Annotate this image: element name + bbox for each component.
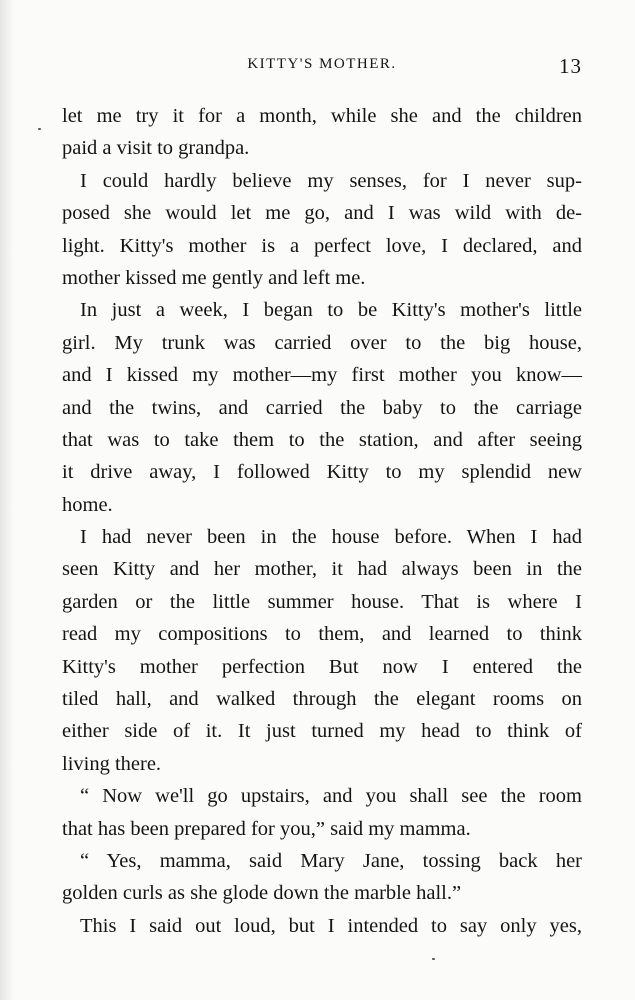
text-line: that has been prepared for you,” said my mamma. — [62, 817, 471, 840]
text-line: “ Now we'll go upstairs, and you shall see the room — [80, 785, 582, 808]
text-line: garden or the little summer house. That is where I — [62, 590, 582, 613]
text-line: paid a visit to grandpa. — [62, 137, 250, 160]
text-line: light. Kitty's mother is a perfect love, I declared, and — [62, 234, 582, 257]
text-line: read my compositions to them, and learned to think — [62, 623, 582, 646]
text-line: girl. My trunk was carried over to the big house, — [62, 331, 582, 354]
text-line: mother kissed me gently and left me. — [62, 266, 366, 289]
text-line: that was to take them to the station, and after seeing — [62, 428, 582, 451]
page-gutter-shadow — [0, 0, 14, 1000]
text-line: let me try it for a month, while she and the children — [62, 105, 582, 127]
page-number: 13 — [559, 54, 582, 78]
text-line: “ Yes, mamma, said Mary Jane, tossing back her — [80, 849, 582, 872]
text-line: either side of it. It just turned my head to think of — [62, 720, 582, 743]
text-line: In just a week, I began to be Kitty's mother's little — [80, 299, 582, 322]
text-line: it drive away, I followed Kitty to my splendid new — [62, 461, 582, 484]
text-line: seen Kitty and her mother, it had always been in the — [62, 558, 582, 581]
running-title: KITTY'S MOTHER. — [247, 56, 397, 72]
text-line: This I said out loud, but I intended to say only yes, — [80, 914, 582, 937]
print-speck — [432, 958, 435, 960]
text-line: Kitty's mother perfection But now I entered the — [62, 655, 582, 678]
text-line: tiled hall, and walked through the elegant rooms on — [62, 688, 582, 711]
text-line: I had never been in the house before. When I had — [80, 526, 582, 549]
text-line: home. — [62, 493, 113, 516]
running-header — [62, 54, 582, 78]
print-speck — [38, 128, 41, 130]
text-line: posed she would let me go, and I was wild with de- — [62, 202, 582, 225]
text-line: and the twins, and carried the baby to the carriage — [62, 396, 582, 419]
text-line: I could hardly believe my senses, for I never sup- — [80, 169, 582, 192]
text-line: and I kissed my mother—my first mother you know— — [62, 364, 582, 387]
text-line: living there. — [62, 752, 162, 775]
body-text — [62, 100, 582, 942]
text-line: golden curls as she glode down the marble hall.” — [62, 882, 462, 905]
